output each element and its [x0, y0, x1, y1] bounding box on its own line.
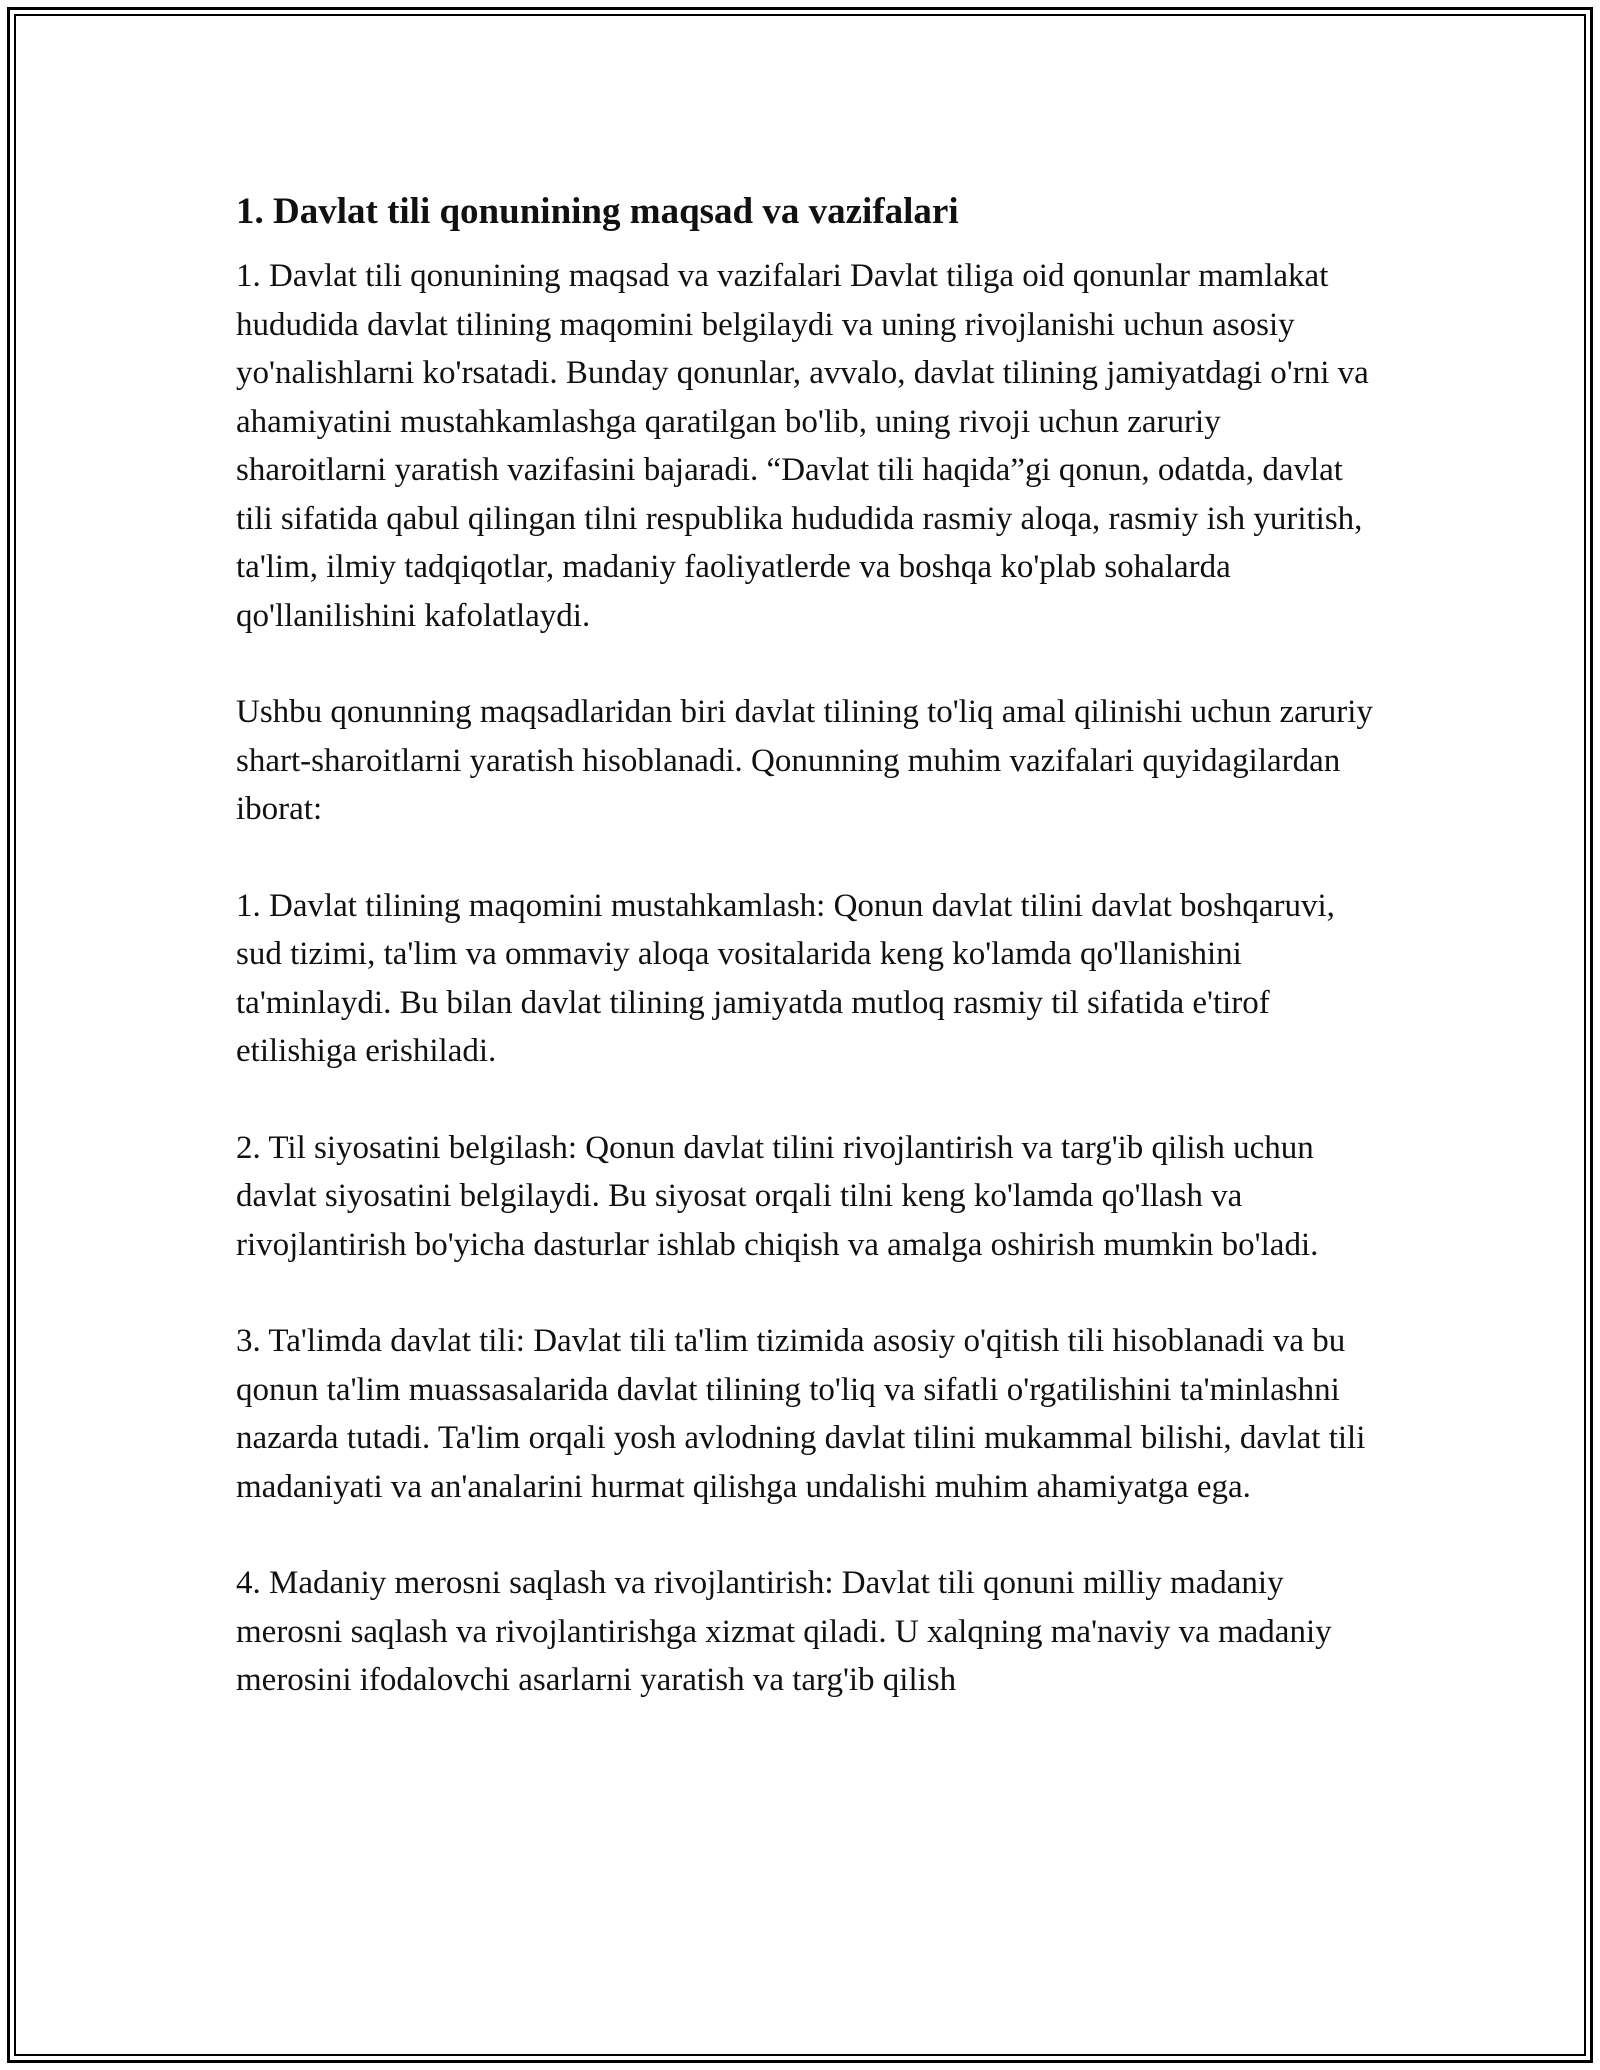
paragraph-item-3: 3. Ta'limda davlat tili: Davlat tili ta'lim tizimida asosiy o'qitish tili hisoblanadi va bu qonun ta'lim muassasalarida davlat tilining to'liq va sifatli o'rgatilishini ta'minlashni nazarda tutadi. Ta'lim orqali yosh avlodning davlat tilini mukammal bilishi, davlat tili madaniyati va an'analarini hurmat qilishga undalishi muhim ahamiyatga ega. [236, 1323, 1366, 1505]
document-body [236, 186, 1374, 1753]
paragraph-goals: Ushbu qonunning maqsadlaridan biri davlat tilining to'liq amal qilinishi uchun zaruriy shart-sharoitlarni yaratish hisoblanadi. Qonunning muhim vazifalari quyidagilardan iborat: [236, 694, 1373, 827]
paragraph-item-2: 2. Til siyosatini belgilash: Qonun davlat tilini rivojlantirish va targ'ib qilish uchun davlat siyosatini belgilaydi. Bu siyosat orqali tilni keng ko'lamda qo'llash va rivojlantirish bo'yicha dasturlar ishlab chiqish va amalga oshirish mumkin bo'ladi. [236, 1129, 1319, 1263]
paragraph-intro: 1. Davlat tili qonunining maqsad va vazifalari Davlat tiliga oid qonunlar mamlakat hududida davlat tilining maqomini belgilaydi va uning rivojlanishi uchun asosiy yo'nalishlarni ko'rsatadi. Bunday qonunlar, avvalo, davlat tilining jamiyatdagi o'rni va ahamiyatini mustahkamlashga qaratilgan bo'lib, uning rivoji uchun zaruriy sharoitlarni yaratish vazifasini bajaradi. “Davlat tili haqida”gi qonun, odatda, davlat tili sifatida qabul qilingan tilni respublika hududida rasmiy aloqa, rasmiy ish yuritish, ta'lim, ilmiy tadqiqotlar, madaniy faoliyatlerde va boshqa ko'plab sohalarda qo'llanilishini kafolatlaydi. [236, 258, 1369, 634]
paragraph-item-1: 1. Davlat tilining maqomini mustahkamlash: Qonun davlat tilini davlat boshqaruvi, sud tizimi, ta'lim va ommaviy aloqa vositalarida keng ko'lamda qo'llanishini ta'minlaydi. Bu bilan davlat tilining jamiyatda mutloq rasmiy til sifatida e'tirof etilishiga erishiladi. [236, 887, 1335, 1069]
document-title: 1. Davlat tili qonunining maqsad va vazifalari [236, 191, 959, 232]
paragraph-item-4: 4. Madaniy merosni saqlash va rivojlantirish: Davlat tili qonuni milliy madaniy merosni saqlash va rivojlantirishga xizmat qiladi. U xalqning ma'naviy va madaniy merosini ifodalovchi asarlarni yaratish va targ'ib qilish [236, 1565, 1332, 1698]
